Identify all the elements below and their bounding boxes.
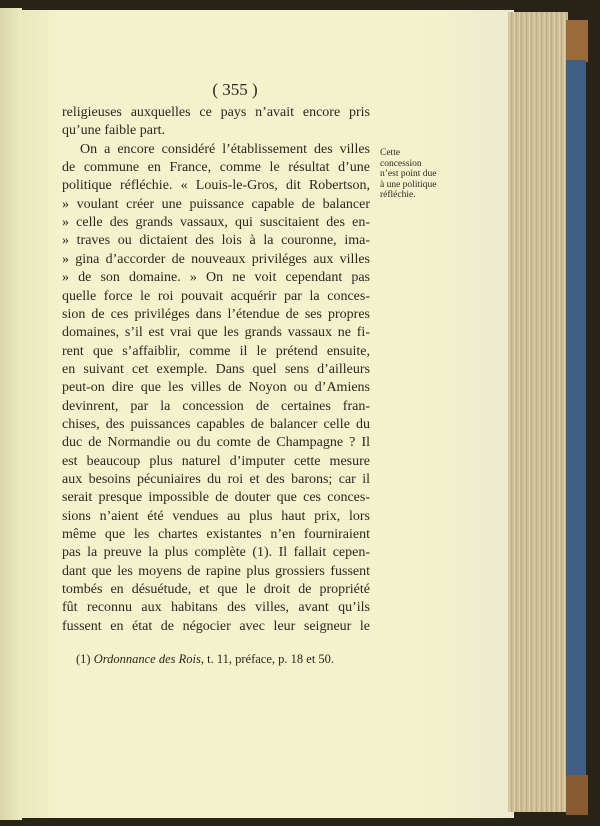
- text-line: [62, 489, 370, 507]
- text-line: [62, 379, 370, 397]
- text-line-content: fussent en état de négocier avec leur seigneur le: [62, 618, 370, 634]
- text-line-content: On a encore considéré l’établissement des villes: [80, 141, 370, 157]
- text-line-content: » celle des grands vassaux, qui suscitaient des en-: [62, 215, 370, 231]
- text-line-content: chises, des puissances capables de balancer celle du: [62, 416, 370, 432]
- text-line: [62, 159, 370, 177]
- text-line: [62, 232, 370, 250]
- text-line: [62, 453, 370, 471]
- text-line-content: pas la preuve la plus complète (1). Il fallait cepen-: [62, 545, 370, 561]
- text-line: [62, 196, 370, 214]
- text-line-content: devinrent, par la concession de certaines fran-: [62, 398, 370, 414]
- text-line: [62, 343, 370, 361]
- text-line-content: même que les chartes existantes n’en fourniraient: [62, 527, 370, 543]
- text-line-content: » voulant créer une puissance capable de balancer: [62, 196, 370, 212]
- text-line-content: » traves ou dictaient des lois à la couronne, ima-: [62, 233, 370, 249]
- text-line-content: rent que s’affaiblir, comme il le prétend ensuite,: [62, 343, 370, 359]
- footnote-marker: (1): [76, 652, 91, 666]
- text-line-content: duc de Normandie ou du comte de Champagne ? Il: [62, 435, 370, 451]
- text-line-content: serait presque impossible de douter que ces conces-: [62, 490, 370, 506]
- text-line: [62, 599, 370, 617]
- text-line: [62, 177, 370, 195]
- footnote: [76, 652, 334, 667]
- text-line: [62, 324, 370, 342]
- text-line-content: en suivant cet exemple. Dans quel sens d’ailleurs: [62, 361, 370, 377]
- text-line-content: dant que les moyens de rapine plus grossiers fussent: [62, 563, 370, 579]
- text-line-content: » de son domaine. » On ne voit cependant pas: [62, 270, 370, 286]
- text-line-content: quelle force le roi pouvait acquérir par la conces-: [62, 288, 370, 304]
- text-line: [62, 288, 370, 306]
- text-line-content: sion de ces priviléges dans l’étendue de ses propres: [62, 306, 370, 322]
- text-line-content: tombés en désuétude, et que le droit de propriété: [62, 582, 370, 598]
- text-line-content: peut-on dire que les villes de Noyon ou d’Amiens: [62, 380, 370, 396]
- text-line-content: » gina d’accorder de nouveaux priviléges aux villes: [62, 251, 370, 267]
- text-line-content: sions n’aient été vendues au plus haut prix, lors: [62, 508, 370, 524]
- text-line-content: fût reconnu aux habitans des villes, avant qu’ils: [62, 600, 370, 616]
- text-line: [62, 122, 370, 140]
- text-line-content: de commune en France, comme le résultat d’une: [62, 160, 370, 176]
- facing-page-edge: [0, 8, 22, 820]
- text-line-content: domaines, s’il est vrai que les grands vassaux ne fi-: [62, 325, 370, 341]
- text-line: [62, 508, 370, 526]
- text-line: [62, 434, 370, 452]
- text-line: [62, 361, 370, 379]
- margin-note: Cette concession n’est point due à une politique réfléchie.: [380, 148, 437, 200]
- binding-corner-bottom: [566, 775, 588, 815]
- binding-corner-top: [566, 20, 588, 62]
- text-line: [62, 214, 370, 232]
- footnote-text: t. 11, préface, p. 18 et 50.: [207, 652, 335, 666]
- text-line-content: qu’une faible part.: [62, 123, 166, 139]
- book-cover-spine: [566, 60, 586, 780]
- text-line-content: politique réfléchie. « Louis-le-Gros, dit Robertson,: [62, 178, 370, 194]
- text-line: [62, 269, 370, 287]
- page-number: ( 355 ): [212, 80, 258, 99]
- text-line: [62, 471, 370, 489]
- text-line: [62, 251, 370, 269]
- text-line: [62, 398, 370, 416]
- text-line-content: religieuses auxquelles ce pays n’avait encore pris: [62, 105, 370, 120]
- text-line: [62, 526, 370, 544]
- text-line-content: est beaucoup plus naturel d’imputer cette mesure: [62, 453, 370, 469]
- text-line: [62, 618, 370, 636]
- text-line: [62, 306, 370, 324]
- page-edges: [508, 12, 568, 812]
- text-line: [62, 416, 370, 434]
- text-line: [62, 104, 370, 122]
- text-line: [80, 141, 370, 159]
- text-line-content: aux besoins pécuniaires du roi et des barons; car il: [62, 472, 370, 487]
- text-line: [62, 544, 370, 562]
- text-line: [62, 581, 370, 599]
- footnote-title: Ordonnance des Rois,: [93, 652, 204, 666]
- text-line: [62, 563, 370, 581]
